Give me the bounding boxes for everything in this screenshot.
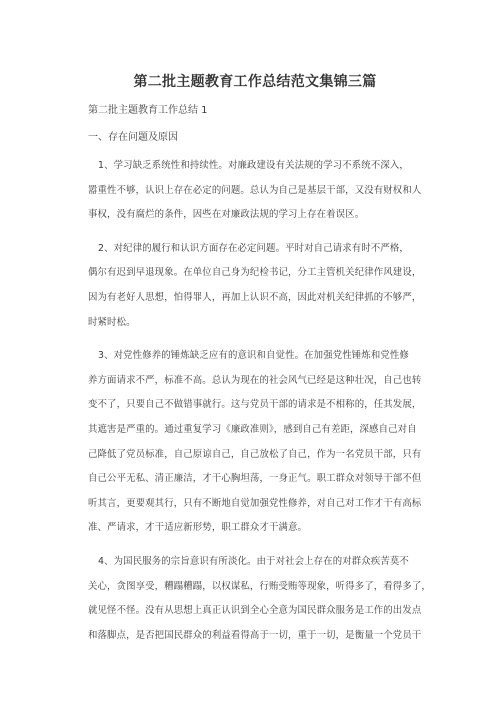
- document-title: 第二批主题教育工作总结范文集锦三篇: [133, 74, 377, 90]
- paragraph-line: 己降低了党员标准，自己原谅自己，自己放松了自己，作为一名党员干部，只有: [88, 448, 422, 460]
- paragraph-line: 变不了，只要自己不做错事就行。这与党员干部的请求是不相称的，任其发展，: [88, 399, 422, 411]
- paragraph-line: 就见怪不怪。没有从思想上真正认识到全心全意为国民群众服务是工作的出发点: [88, 605, 422, 617]
- section-heading: 一、存在问题及原因: [88, 132, 178, 143]
- paragraph-line: 2、对纪律的履行和认识方面存在必定问题。平时对自己请求有时不严格，: [98, 242, 409, 254]
- paragraph-line: 和落脚点，是否把国民群众的利益看得高于一切，重于一切，是衡量一个党员干: [88, 629, 422, 641]
- document-subtitle: 第二批主题教育工作总结 1: [88, 105, 208, 116]
- paragraph-line: 3、对党性修养的锤炼缺乏应有的意识和自觉性。在加强党性锤炼和党性修: [98, 350, 409, 362]
- paragraph-line: 时紧时松。: [88, 316, 136, 328]
- paragraph-line: 养方面请求不严，标准不高。总认为现在的社会风气已经是这种壮况，自己也转: [88, 374, 422, 386]
- paragraph-4: [88, 550, 431, 648]
- paragraph-line: 关心，贪图享受，糟蹋糟蹋，以权谋私，行贿受贿等现象，听得多了，看得多了，: [88, 580, 431, 592]
- paragraph-line: 4、为国民服务的宗旨意识有所淡化。由于对社会上存在的对群众疾苦莫不: [98, 555, 409, 567]
- paragraph-1: [88, 154, 422, 228]
- paragraph-2: [88, 237, 422, 335]
- paragraph-line: 听其言，更要观其行，只有不断地自觉加强党性修养，对自己对工作才干有高标: [88, 497, 422, 509]
- paragraph-line: 嚣重性不够，认识上存在必定的问题。总认为自己是基层干部，又没有财权和人: [88, 184, 422, 196]
- paragraph-line: 偶尔有迟到早退现象。在单位自己身为纪检书记，分工主管机关纪律作风建设，: [88, 267, 422, 279]
- paragraph-line: 事权，没有腐烂的条件，因些在对廉政法规的学习上存在着误区。: [88, 209, 365, 221]
- paragraph-line: 准、严请求，才干适应新形势，职工群众才干满意。: [88, 522, 308, 534]
- paragraph-line: 因为有老好人思想，怕得罪人，再加上认识不高，因此对机关纪律抓的不够严，: [88, 291, 422, 303]
- paragraph-line: 自己公平无私、清正廉洁，才干心胸坦荡，一身正气。职工群众对领导干部不但: [88, 473, 422, 485]
- paragraph-line: 其遮害是严重的。通过重复学习《廉政准则》，感到自己有差距，深感自己对自: [88, 423, 417, 435]
- paragraph-line: 1、学习缺乏系统性和持续性。对廉政建设有关法规的学习不系统不深入，: [98, 160, 409, 171]
- paragraph-3: [88, 344, 422, 541]
